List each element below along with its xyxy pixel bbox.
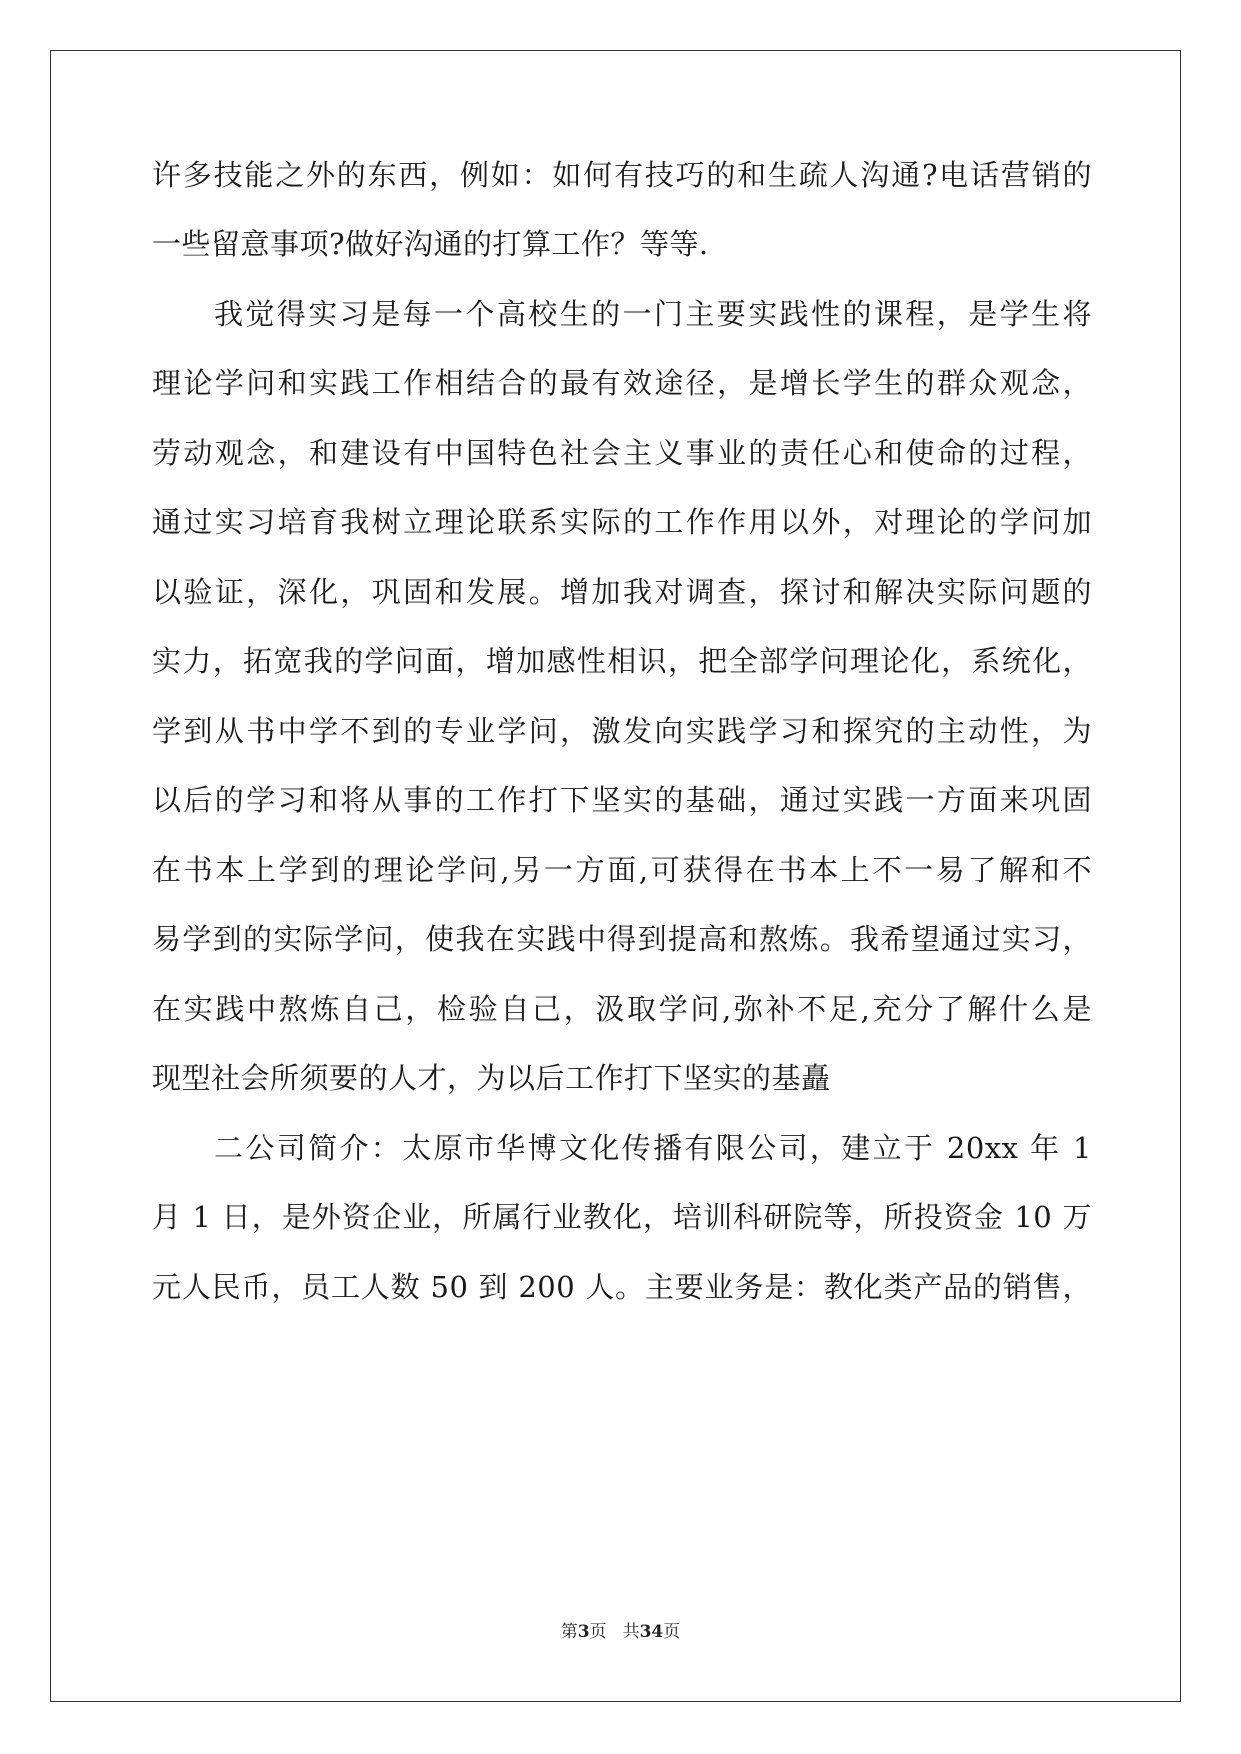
footer-total-prefix: 共 (622, 1622, 640, 1642)
text-line: 一些留意事项?做好沟通的打算工作？等等. (152, 227, 709, 261)
text-line: 理论学问和实践工作相结合的最有效途径，是增长学生的群众观念， (152, 366, 1092, 400)
total-page-count: 34 (639, 1622, 664, 1642)
footer-prefix: 第 (560, 1622, 578, 1642)
text-line: 月 1 日，是外资企业，所属行业教化，培训科研院等，所投资金 10 万 (152, 1200, 1092, 1234)
text-line: 许多技能之外的东西，例如：如何有技巧的和生疏人沟通?电话营销的 (152, 158, 1092, 192)
text-line: 通过实习培育我树立理论联系实际的工作作用以外，对理论的学问加 (152, 505, 1092, 539)
text-line: 现型社会所须要的人才，为以后工作打下坚实的基矗 (152, 1061, 831, 1095)
page-footer (0, 1617, 1241, 1642)
text-line: 实力，拓宽我的学问面，增加感性相识，把全部学问理论化，系统化， (152, 644, 1092, 678)
text-line: 以验证，深化，巩固和发展。增加我对调查，探讨和解决实际问题的 (152, 575, 1092, 609)
text-line: 在实践中熬炼自己，检验自己，汲取学问,弥补不足,充分了解什么是 (152, 992, 1092, 1026)
current-page-number: 3 (577, 1622, 590, 1642)
footer-page-suffix: 页 (589, 1622, 607, 1642)
text-line: 劳动观念，和建设有中国特色社会主义事业的责任心和使命的过程， (152, 436, 1092, 470)
text-line: 学到从书中学不到的专业学问，激发向实践学习和探究的主动性，为 (152, 714, 1092, 748)
text-line: 元人民币，员工人数 50 到 200 人。主要业务是：教化类产品的销售， (152, 1270, 1092, 1304)
text-line: 易学到的实际学问，使我在实践中得到提高和熬炼。我希望通过实习， (152, 922, 1092, 956)
footer-total-suffix: 页 (663, 1622, 681, 1642)
paragraph-start-line: 我觉得实习是每一个高校生的一门主要实践性的课程，是学生将 (214, 297, 1092, 331)
text-line: 在书本上学到的理论学问,另一方面,可获得在书本上不一易了解和不 (152, 853, 1092, 887)
text-line: 以后的学习和将从事的工作打下坚实的基础，通过实践一方面来巩固 (152, 783, 1092, 817)
paragraph-start-line: 二公司简介：太原市华博文化传播有限公司，建立于 20xx 年 1 (214, 1131, 1092, 1165)
